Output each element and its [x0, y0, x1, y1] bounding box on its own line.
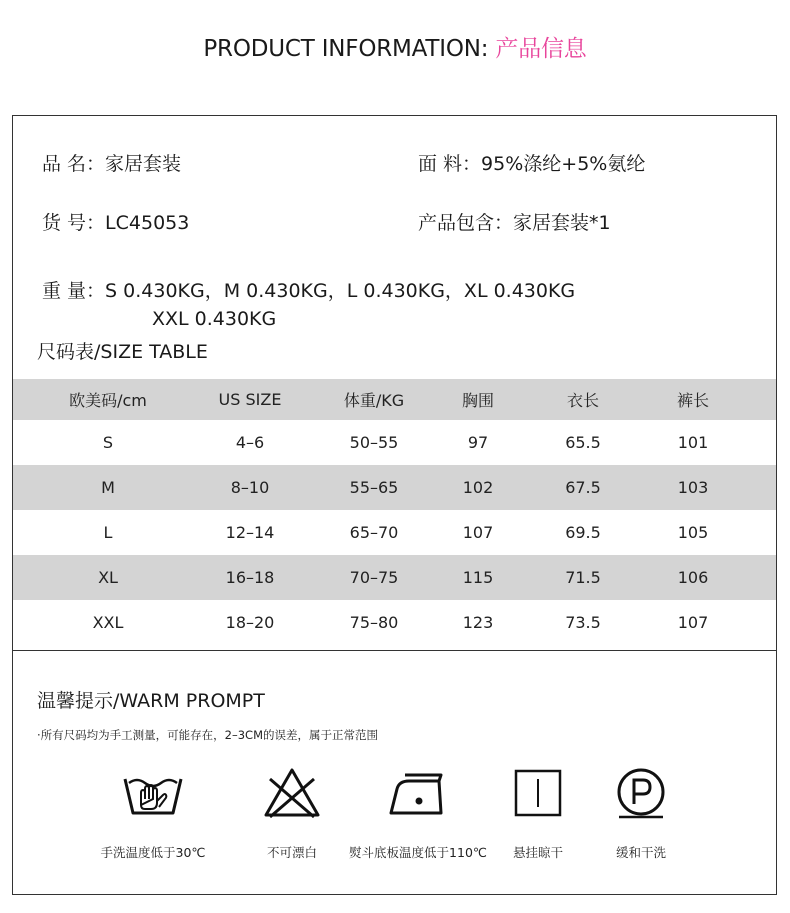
table-cell: 107 [677, 613, 709, 632]
table-cell: XXL [92, 613, 124, 632]
table-cell: 103 [677, 478, 709, 497]
warm-prompt-title: 温馨提示/WARM PROMPT [37, 690, 265, 712]
line-dry-icon [506, 765, 570, 821]
table-cell: 67.5 [565, 478, 601, 497]
table-cell: 106 [677, 568, 709, 587]
info-weight [42, 279, 575, 303]
header-cell: 体重/KG [343, 391, 405, 410]
table-cell: 102 [462, 478, 494, 497]
table-cell: S [102, 433, 114, 452]
table-cell: 8–10 [230, 478, 270, 497]
table-cell: 12–14 [225, 523, 275, 542]
table-cell: 50–55 [349, 433, 399, 452]
table-cell: 107 [462, 523, 494, 542]
table-cell: 97 [467, 433, 489, 452]
fabric-value: 95%涤纶+5%氨纶 [481, 153, 646, 175]
table-cell: 70–75 [349, 568, 399, 587]
table-row [13, 420, 776, 465]
table-cell: M [101, 478, 115, 497]
table-cell: 73.5 [565, 613, 601, 632]
package-value: 家居套装*1 [513, 212, 611, 234]
hand-wash-icon [121, 765, 185, 821]
header-cell: 欧美码/cm [69, 391, 147, 410]
size-table [13, 379, 776, 645]
fabric-label: 面 料： [418, 153, 482, 175]
info-weight-line2: XXL 0.430KG [152, 308, 277, 330]
header-cell: 衣长 [566, 391, 599, 410]
table-cell: 75–80 [349, 613, 399, 632]
info-sku [42, 211, 189, 235]
table-row [13, 510, 776, 555]
table-cell: 4–6 [235, 433, 265, 452]
header-cell: 裤长 [676, 391, 709, 410]
care-label: 熨斗底板温度低于110℃ [349, 845, 487, 860]
table-cell: 101 [677, 433, 709, 452]
size-table-header [13, 379, 776, 420]
table-cell: 69.5 [565, 523, 601, 542]
weight-label: 重 量： [42, 280, 106, 302]
header-title-en: PRODUCT INFORMATION: [203, 36, 496, 62]
name-value: 家居套装 [105, 153, 182, 175]
care-label: 悬挂晾干 [512, 845, 563, 860]
table-row [13, 555, 776, 600]
table-cell: 65.5 [565, 433, 601, 452]
sku-value: LC45053 [105, 212, 190, 234]
table-cell: 65–70 [349, 523, 399, 542]
table-cell: 55–65 [349, 478, 399, 497]
sku-label: 货 号： [42, 212, 106, 234]
dry-clean-p-icon [609, 765, 673, 821]
warm-prompt-note: ·所有尺码均为手工测量，可能存在，2–3CM的误差，属于正常范围 [37, 728, 378, 742]
package-label: 产品包含： [418, 212, 514, 234]
header-cell: US SIZE [218, 390, 282, 409]
care-label: 缓和干洗 [615, 845, 666, 860]
table-cell: 115 [462, 568, 494, 587]
no-bleach-icon [260, 765, 324, 821]
info-package [418, 211, 611, 235]
table-cell: 123 [462, 613, 494, 632]
care-label: 不可漂白 [266, 845, 317, 860]
header-cell: 胸围 [461, 391, 494, 410]
weight-line1: S 0.430KG，M 0.430KG，L 0.430KG，XL 0.430KG [105, 280, 576, 302]
iron-icon [383, 765, 453, 821]
info-name [42, 152, 181, 176]
table-cell: L [103, 523, 113, 542]
table-cell: 105 [677, 523, 709, 542]
table-cell: XL [98, 568, 118, 587]
section-divider [12, 650, 777, 651]
table-cell: 16–18 [225, 568, 275, 587]
info-fabric [418, 152, 645, 176]
table-row [13, 600, 776, 645]
care-hand-wash [78, 765, 228, 865]
table-cell: 18–20 [225, 613, 275, 632]
header-title-cn: 产品信息 [495, 36, 587, 62]
table-row [13, 465, 776, 510]
care-label: 手洗温度低于30℃ [100, 845, 206, 860]
care-dry-clean [566, 765, 716, 865]
table-cell: 71.5 [565, 568, 601, 587]
page-header [0, 30, 790, 63]
size-table-title: 尺码表/SIZE TABLE [37, 341, 208, 363]
name-label: 品 名： [42, 153, 106, 175]
